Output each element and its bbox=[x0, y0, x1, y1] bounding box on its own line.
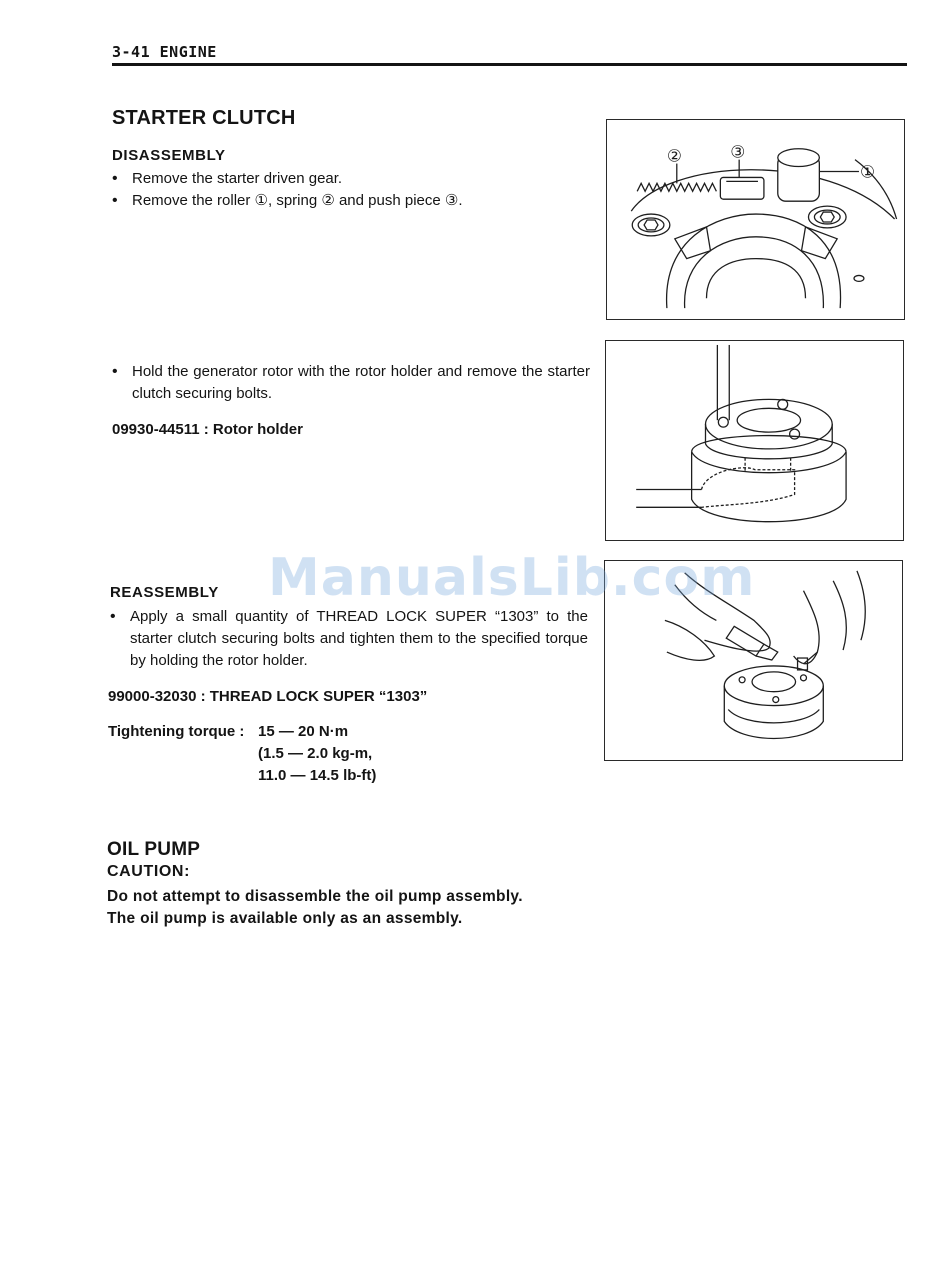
reassembly-heading: REASSEMBLY bbox=[110, 584, 219, 601]
torque-value-3: 11.0 — 14.5 lb-ft) bbox=[258, 767, 377, 784]
callout-3: ③ bbox=[730, 141, 746, 162]
reassembly-list bbox=[110, 606, 588, 672]
callout-1: ① bbox=[859, 161, 876, 182]
watermark: ManualsLib.com bbox=[268, 548, 756, 608]
disassembly-list bbox=[112, 168, 592, 212]
thread-lock-part: 99000-32030 : THREAD LOCK SUPER “1303” bbox=[108, 688, 428, 705]
torque-value-1: 15 — 20 N·m bbox=[258, 723, 349, 740]
page-header: 3-41 ENGINE bbox=[112, 43, 217, 61]
section-title-oil-pump: OIL PUMP bbox=[107, 839, 201, 860]
figure-2-drawing bbox=[606, 341, 903, 540]
caution-line-2: The oil pump is available only as an assembly. bbox=[107, 910, 463, 927]
reassembly-step-1: • Apply a small quantity of THREAD LOCK SUPER “1303” to the starter clutch securing bolts and tighten them to the specified torque by holding the rotor holder. bbox=[110, 606, 588, 672]
rotor-holder-tool: 09930-44511 : Rotor holder bbox=[112, 421, 303, 438]
torque-value-2: (1.5 — 2.0 kg-m, bbox=[258, 745, 373, 762]
caution-label: CAUTION: bbox=[107, 863, 191, 880]
disassembly-list-2 bbox=[112, 361, 590, 405]
disassembly-step-2: • Remove the roller ①, spring ② and push piece ③. bbox=[112, 190, 592, 212]
figure-rotor-holder bbox=[605, 340, 904, 541]
figure-1-drawing bbox=[607, 120, 904, 319]
caution-line-1: Do not attempt to disassemble the oil pump assembly. bbox=[107, 888, 523, 905]
disassembly-step-1: • Remove the starter driven gear. bbox=[112, 168, 592, 190]
disassembly-heading: DISASSEMBLY bbox=[112, 147, 226, 164]
header-rule bbox=[112, 63, 907, 66]
callout-2: ② bbox=[666, 145, 682, 166]
section-title-starter-clutch: STARTER CLUTCH bbox=[112, 107, 296, 129]
torque-label: Tightening torque : bbox=[108, 723, 245, 740]
figure-starter-clutch-parts bbox=[606, 119, 905, 320]
disassembly-step-3: • Hold the generator rotor with the rotor holder and remove the starter clutch securing bolts. bbox=[112, 361, 590, 405]
